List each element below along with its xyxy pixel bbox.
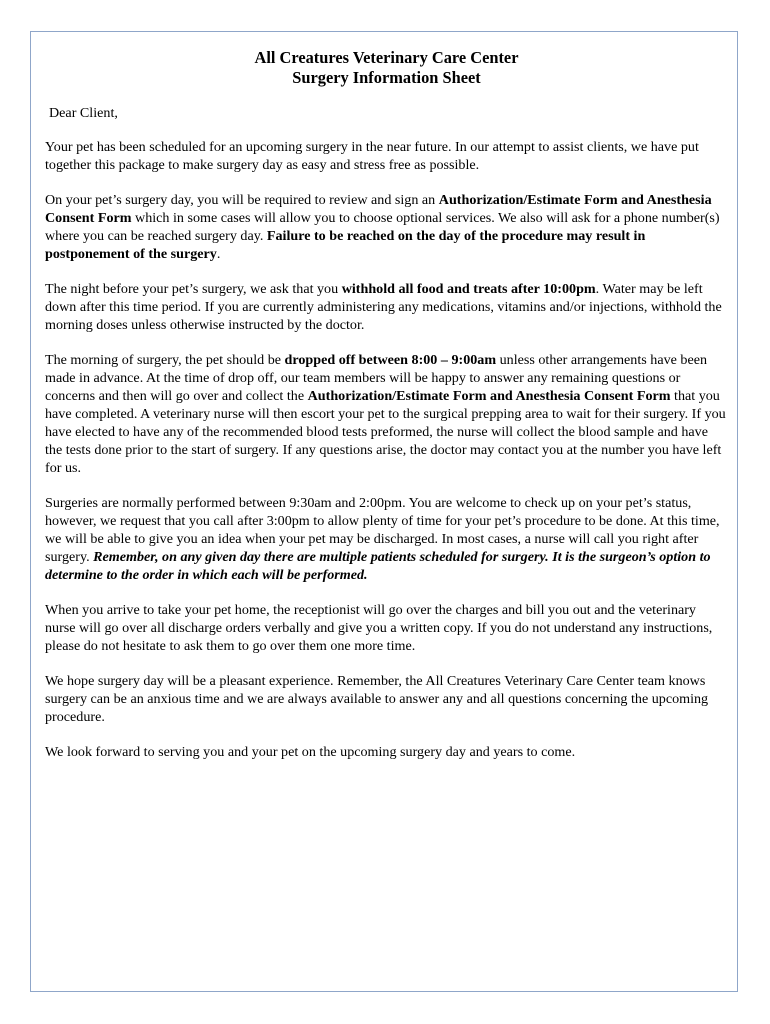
text-segment: On your pet’s surgery day, you will be required to review and sign an [45,192,439,208]
document-body [45,48,728,761]
bold-segment: Authorization/Estimate Form and Anesthesia Consent Form [307,388,671,404]
text-segment: . [216,246,221,262]
paragraph-intro: Your pet has been scheduled for an upcoming surgery in the near future. In our attempt to assist clients, we have put together this package to make surgery day as easy and stress free as possible. [45,139,699,173]
text-segment: Surgeries are normally performed between 9:30am and 2:00pm. You are welcome to check up on your pet’s status, however, we request that you call after 3:00pm to allow plenty of time for your pet’s procedure to be done. At this time, we will be able to give you an idea when your pet may be discharged. In most cases, a nurse will call you right after surgery. [45,495,720,565]
paragraph-surgery-times [45,494,728,584]
document-title [45,48,728,88]
text-segment: . Water may be left down after this time period. If you are currently administering any medications, vitamins and/or injections, withhold the morning doses unless otherwise instructed by the doctor. [45,281,722,333]
text-segment: The morning of surgery, the pet should be [45,352,285,368]
text-segment: unless other arrangements have been made in advance. At the time of drop off, our team members will be happy to answer any remaining questions or concerns and then will go over and collect the [45,352,708,404]
paragraph-surgery-day-forms [45,191,728,263]
paragraph-pickup: When you arrive to take your pet home, the receptionist will go over the charges and bill you out and the veterinary nurse will go over all discharge orders verbally and give you a written copy. If you do not understand any instructions, please do not hesitate to ask them to go over them one more time. [45,602,713,654]
paragraph-closing: We look forward to serving you and your pet on the upcoming surgery day and years to come. [45,744,576,760]
paragraph-pleasant-experience: We hope surgery day will be a pleasant experience. Remember, the All Creatures Veterinary Care Center team knows surgery can be an anxious time and we are always available to answer any and all questions concerning the upcoming procedure. [45,673,709,725]
title-line-1: All Creatures Veterinary Care Center [254,48,519,67]
title-line-2: Surgery Information Sheet [292,68,481,87]
text-segment: that you have completed. A veterinary nurse will then escort your pet to the surgical prepping area to wait for their surgery. If you have elected to have any of the recommended blood tests preformed, the nurse will collect the blood sample and have the tests done prior to the start of surgery. If any questions arise, the doctor may contact you at the number you have left for us. [45,388,726,476]
text-segment: The night before your pet’s surgery, we ask that you [45,281,342,297]
bold-segment: withhold all food and treats after 10:00pm [341,281,596,297]
bold-segment: Failure to be reached on the day of the procedure may result in postponement of the surgery [45,228,646,262]
paragraph-night-before [45,280,728,334]
paragraph-morning-dropoff [45,351,728,477]
text-segment: which in some cases will allow you to choose optional services. We also will ask for a phone number(s) where you can be reached surgery day. [45,210,720,244]
bold-italic-segment: Remember, on any given day there are multiple patients scheduled for surgery. It is the surgeon’s option to determine to the order in which each will be performed. [45,549,711,583]
bold-segment: Authorization/Estimate Form and Anesthesia Consent Form [45,192,712,226]
salutation: Dear Client, [49,105,118,121]
bold-segment: dropped off between 8:00 – 9:00am [284,352,497,368]
